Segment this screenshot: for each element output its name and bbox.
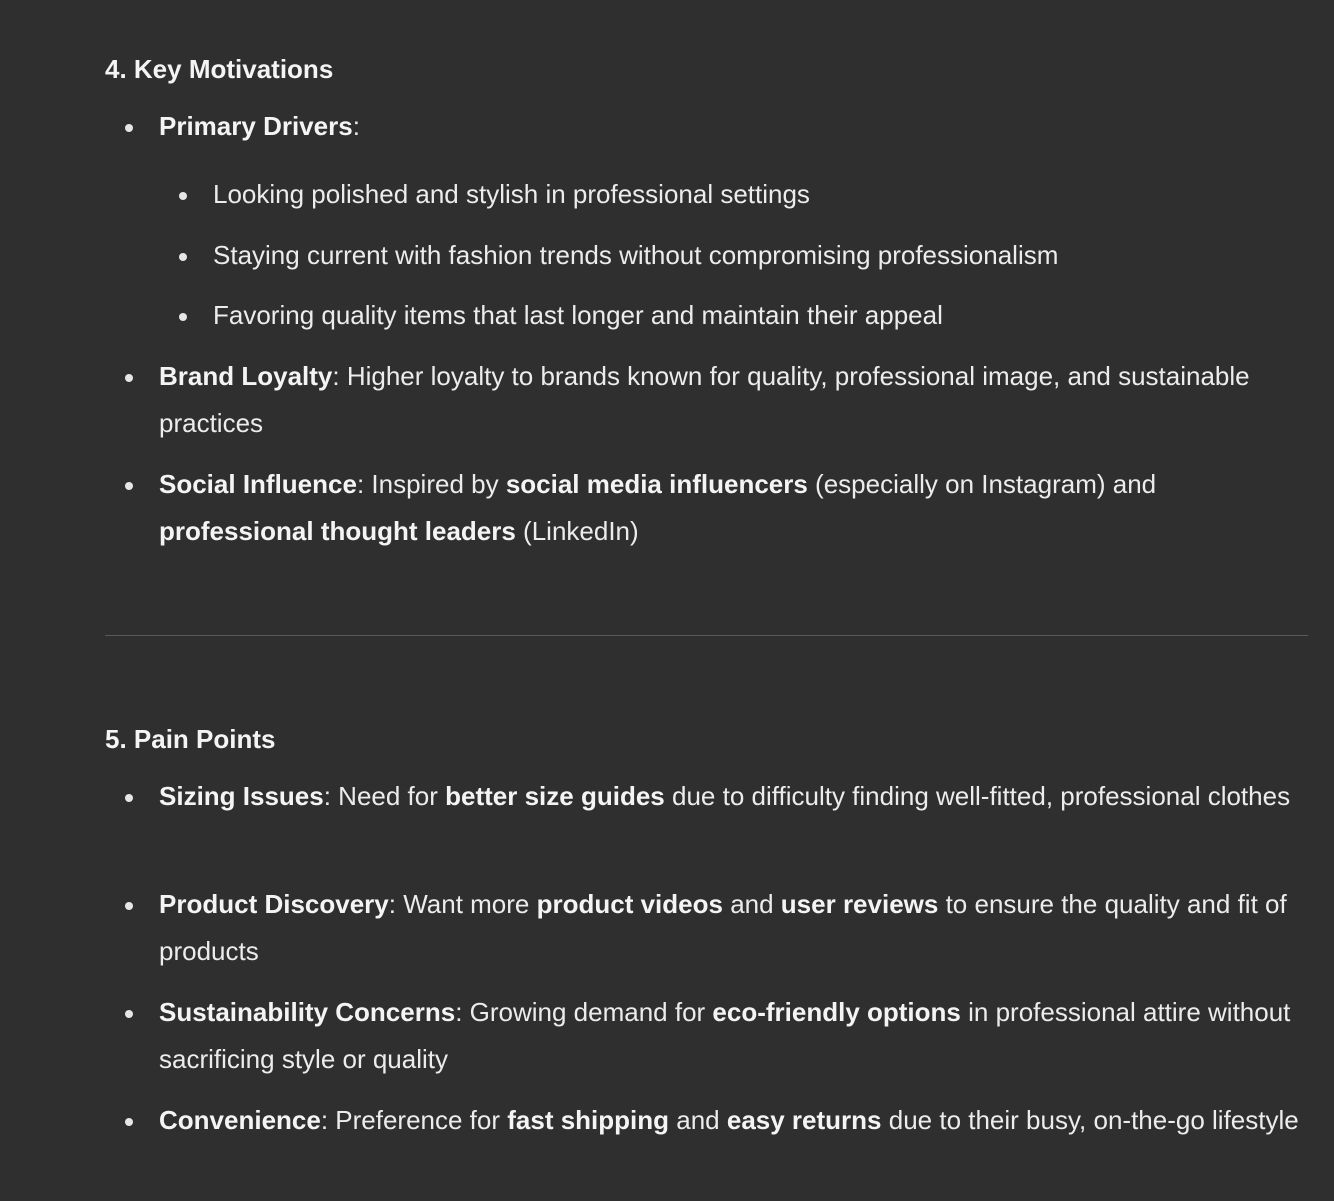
bullet-icon — [125, 902, 133, 910]
bullet-icon — [125, 482, 133, 490]
list-item-social-influence — [159, 461, 1309, 555]
item-text: (especially on Instagram) and — [807, 469, 1157, 499]
item-text: in professional attire without sacrificing style or quality — [159, 997, 1291, 1074]
item-text: : Need for — [323, 781, 446, 811]
emphasis: social media influencers — [505, 469, 808, 499]
item-text: and — [722, 889, 781, 919]
item-text: and — [669, 1105, 727, 1135]
list-item-primary-drivers — [159, 103, 1309, 150]
item-text: : Inspired by — [356, 469, 506, 499]
sub-list-item: Looking polished and stylish in professional settings — [213, 179, 810, 209]
list-item-sizing-issues — [159, 773, 1309, 820]
section-heading-key-motivations: 4. Key Motivations — [105, 54, 334, 84]
bullet-icon — [125, 1118, 133, 1126]
emphasis: user reviews — [780, 889, 939, 919]
horizontal-divider — [105, 635, 1308, 636]
item-text: : — [352, 111, 360, 141]
item-text: due to difficulty finding well-fitted, professional clothes — [664, 781, 1291, 811]
item-label: Sustainability Concerns — [159, 997, 456, 1027]
item-label: Brand Loyalty — [159, 361, 333, 391]
item-label: Product Discovery — [159, 889, 389, 919]
list-item-product-discovery — [159, 881, 1309, 975]
bullet-icon — [125, 794, 133, 802]
list-item-sustainability-concerns — [159, 989, 1309, 1083]
emphasis: better size guides — [445, 781, 665, 811]
section-heading-pain-points: 5. Pain Points — [105, 724, 276, 754]
bullet-icon — [179, 313, 187, 321]
sub-list-item: Staying current with fashion trends without compromising professionalism — [213, 240, 1059, 270]
item-text: (LinkedIn) — [515, 516, 639, 546]
item-text: : Preference for — [320, 1105, 508, 1135]
emphasis: professional thought leaders — [159, 516, 516, 546]
bullet-icon — [179, 253, 187, 261]
item-label: Primary Drivers — [159, 111, 353, 141]
item-text: to ensure the quality and fit of products — [159, 889, 1287, 966]
item-text: : Want more — [388, 889, 537, 919]
item-label: Convenience — [159, 1105, 321, 1135]
emphasis: eco-friendly options — [712, 997, 961, 1027]
list-item-convenience — [159, 1097, 1309, 1144]
bullet-icon — [125, 1010, 133, 1018]
emphasis: product videos — [536, 889, 723, 919]
item-text: due to their busy, on-the-go lifestyle — [881, 1105, 1299, 1135]
bullet-icon — [179, 192, 187, 200]
list-item-brand-loyalty — [159, 353, 1309, 447]
emphasis: fast shipping — [507, 1105, 670, 1135]
item-label: Sizing Issues — [159, 781, 324, 811]
bullet-icon — [125, 374, 133, 382]
emphasis: easy returns — [726, 1105, 882, 1135]
item-text: : Growing demand for — [455, 997, 713, 1027]
item-label: Social Influence — [159, 469, 357, 499]
sub-list-item: Favoring quality items that last longer and maintain their appeal — [213, 300, 943, 330]
item-text: : Higher loyalty to brands known for quality, professional image, and sustainable practices — [159, 361, 1250, 438]
bullet-icon — [125, 124, 133, 132]
